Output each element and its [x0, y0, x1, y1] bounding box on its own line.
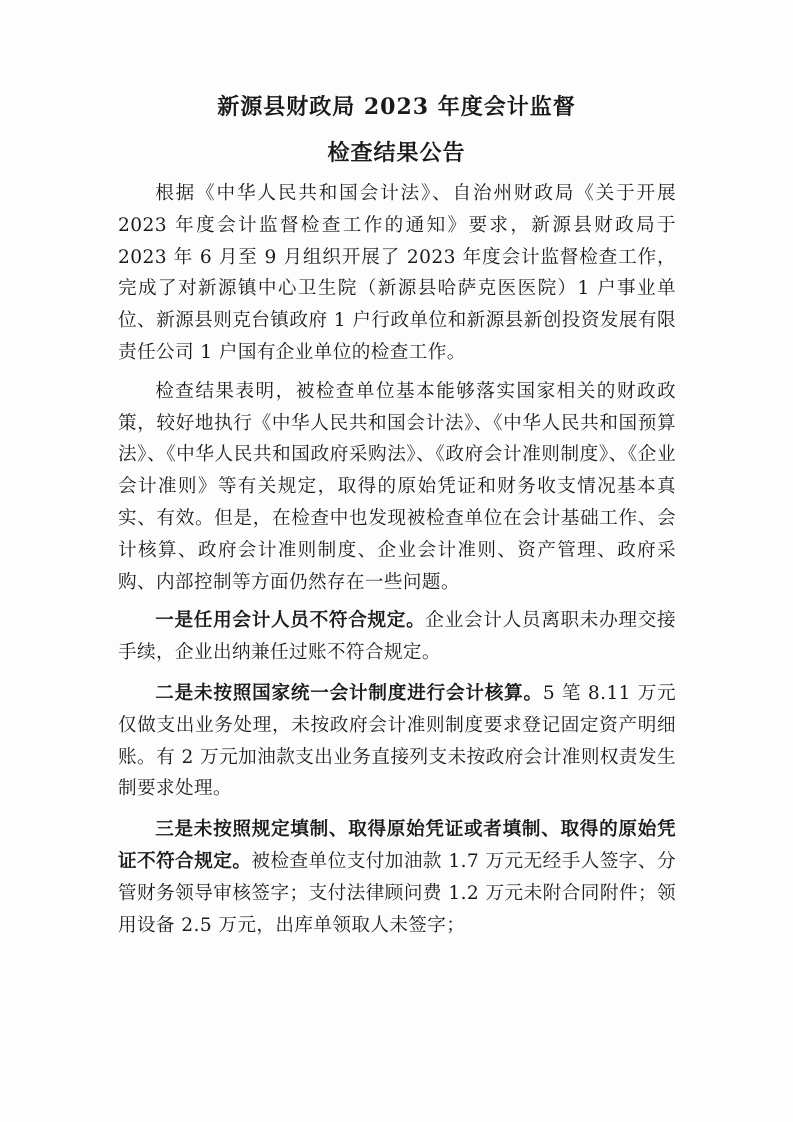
issue-heading: 二是未按照国家统一会计制度进行会计核算。 [155, 682, 543, 704]
paragraph-text: 5 笔 8.11 万元仅做支出业务处理，未按政府会计准则制度要求登记固定资产明细账。有 2 万元加油款支出业务直接列支未按政府会计准则权责发生制要求处理。 [118, 682, 676, 800]
paragraph-issue-3 [118, 814, 676, 941]
paragraph-text: 被检查单位支付加油款 1.7 万元无经手人签字、分管财务领导审核签字；支付法律顾问费 1.2 万元未附合同附件；领用设备 2.5 万元，出库单领取人未签字； [118, 850, 676, 936]
document-title-line-1: 新源县财政局 2023 年度会计监督 [217, 94, 576, 120]
paragraph-findings [118, 376, 676, 599]
issue-heading: 一是任用会计人员不符合规定。 [155, 610, 426, 632]
paragraph-intro [118, 178, 676, 369]
paragraph-text: 企业会计人员离职未办理交接手续，企业出纳兼任过账不符合规定。 [118, 610, 677, 664]
paragraph-text: 根据《中华人民共和国会计法》、自治州财政局《关于开展 2023 年度会计监督检查工作的通知》要求，新源县财政局于 2023 年 6 月至 9 月组织开展了 2023 年度会计监督检查工作，完成了对新源镇中心卫生院（新源县哈萨克医医院）1 户事业单位、新源县则克台镇政府 1 户行政单位和新源县新创投资发展有限责任公司 1 户国有企业单位的检查工作。 [118, 183, 676, 363]
paragraph-issue-1 [118, 605, 676, 669]
paragraph-issue-2 [118, 678, 676, 805]
paragraph-text: 检查结果表明，被检查单位基本能够落实国家相关的财政政策，较好地执行《中华人民共和国会计法》、《中华人民共和国预算法》、《中华人民共和国政府采购法》、《政府会计准则制度》、《企业会计准则》等有关规定，取得的原始凭证和财务收支情况基本真实、有效。但是，在检查中也发现被检查单位在会计基础工作、会计核算、政府会计准则制度、企业会计准则、资产管理、政府采购、内部控制等方面仍然存在一些问题。 [118, 380, 676, 593]
document-body [118, 178, 676, 948]
document-title-line-2: 检查结果公告 [327, 140, 466, 166]
issue-heading: 三是未按照规定填制、取得原始凭证或者填制、取得的原始凭证不符合规定。 [118, 819, 676, 872]
